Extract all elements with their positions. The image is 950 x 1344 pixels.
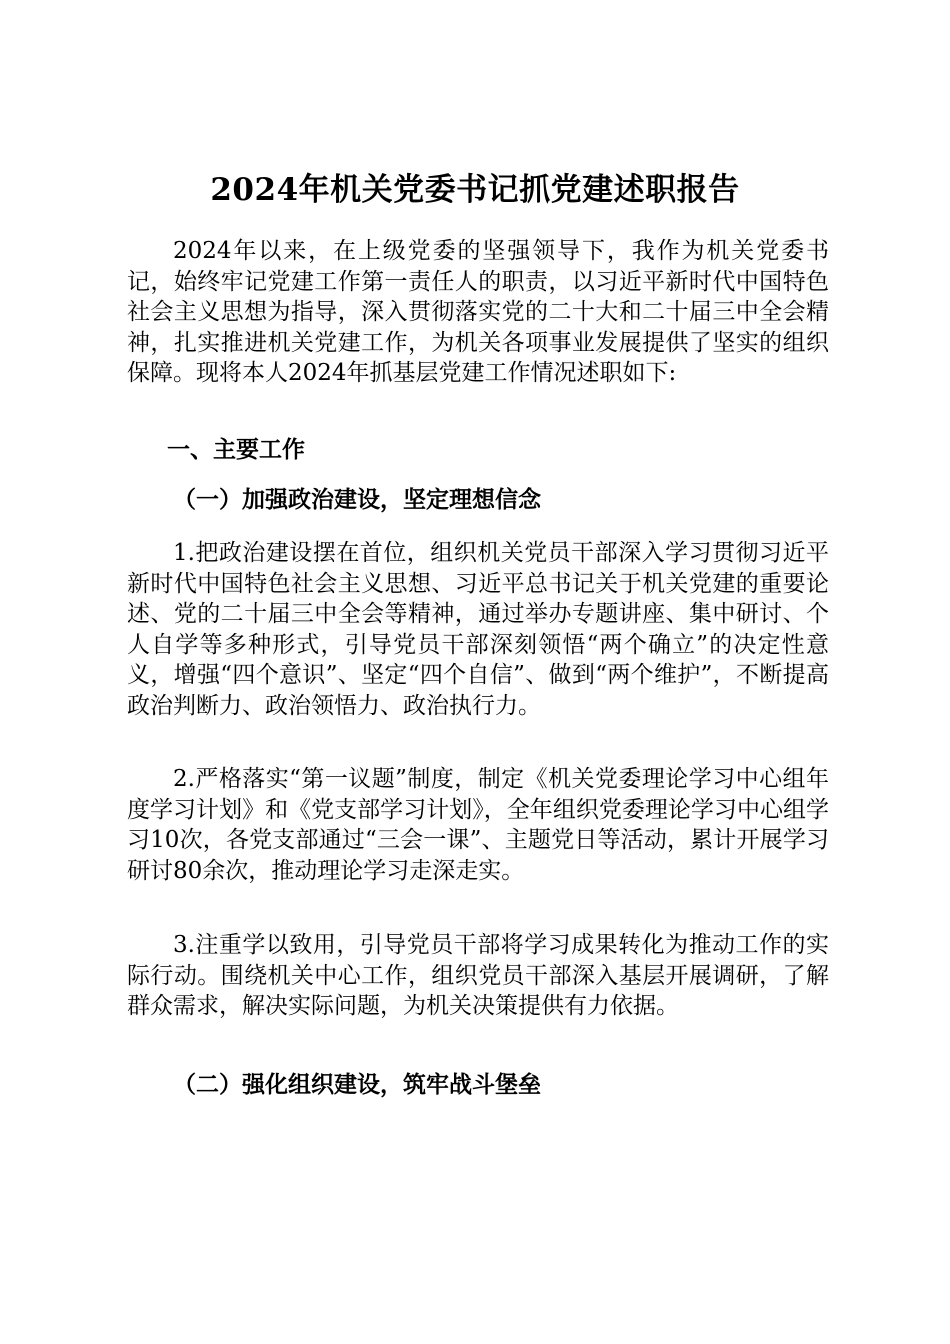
paragraph-item-3: 3.注重学以致用，引导党员干部将学习成果转化为推动工作的实际行动。围绕机关中心工作，组织党员干部深入基层开展调研，了解群众需求，解决实际问题，为机关决策提供有力依据。 xyxy=(127,932,829,1019)
paragraph-item-1: 1.把政治建设摆在首位，组织机关党员干部深入学习贯彻习近平新时代中国特色社会主义思想、习近平总书记关于机关党建的重要论述、党的二十届三中全会等精神，通过举办专题讲座、集中研讨、个人自学等多种形式，引导党员干部深刻领悟“两个确立”的决定性意义，增强“四个意识”、坚定“四个自信”、做到“两个维护”，不断提高政治判断力、政治领悟力、政治执行力。 xyxy=(127,540,829,719)
paragraph-item-2: 2.严格落实“第一议题”制度，制定《机关党委理论学习中心组年度学习计划》和《党支部学习计划》，全年组织党委理论学习中心组学习10次，各党支部通过“三会一课”、主题党日等活动，累计开展学习研讨80余次，推动理论学习走深走实。 xyxy=(127,766,829,884)
intro-paragraph: 2024年以来，在上级党委的坚强领导下，我作为机关党委书记，始终牢记党建工作第一责任人的职责，以习近平新时代中国特色社会主义思想为指导，深入贯彻落实党的二十大和二十届三中全会精神，扎实推进机关党建工作，为机关各项事业发展提供了坚实的组织保障。现将本人2024年抓基层党建工作情况述职如下: xyxy=(127,238,829,386)
subsection-heading-political: （一）加强政治建设，坚定理想信念 xyxy=(173,487,541,513)
document-title: 2024年机关党委书记抓党建述职报告 xyxy=(210,172,740,208)
subsection-heading-organizational: （二）强化组织建设，筑牢战斗堡垒 xyxy=(173,1072,541,1098)
section-heading-main-work: 一、主要工作 xyxy=(167,437,305,463)
